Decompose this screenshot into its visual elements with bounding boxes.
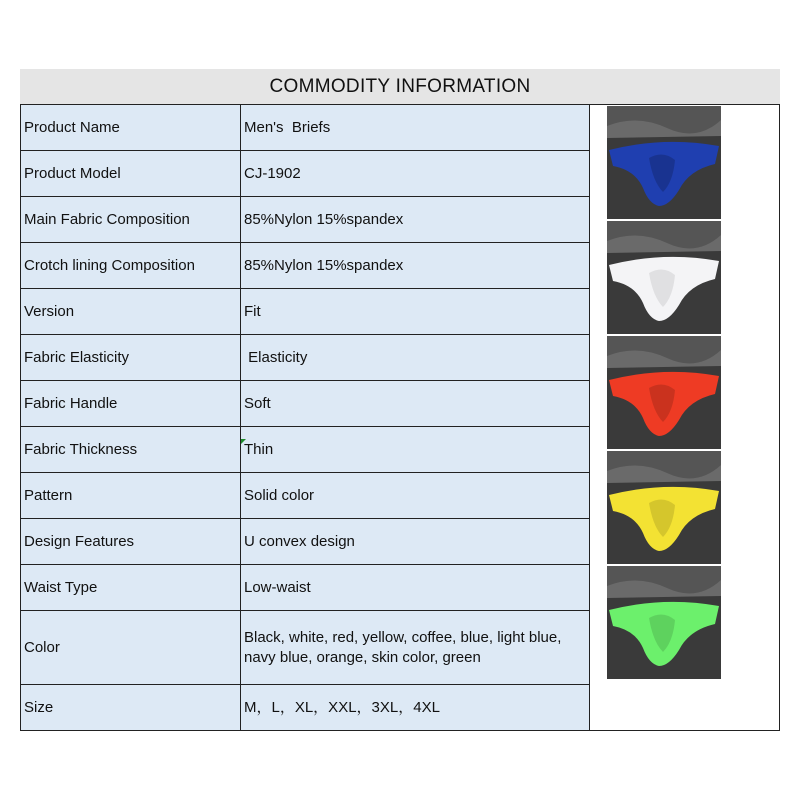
table-row (21, 197, 590, 243)
row-label: Crotch lining Composition (21, 243, 241, 289)
commodity-information-header (20, 69, 780, 104)
product-photo-column (590, 104, 780, 731)
row-label: Color (21, 611, 241, 685)
briefs-image (607, 336, 721, 449)
table-row (21, 105, 590, 151)
table-row (21, 685, 590, 731)
row-label: Pattern (21, 473, 241, 519)
row-value: M，L，XL，XXL，3XL，4XL (241, 685, 590, 731)
row-label: Fabric Handle (21, 381, 241, 427)
row-label: Waist Type (21, 565, 241, 611)
table-row (21, 151, 590, 197)
row-label: Fabric Thickness (21, 427, 241, 473)
spec-table-container (20, 104, 590, 731)
yellow-briefs-photo (607, 451, 721, 564)
green-briefs-photo (607, 566, 721, 679)
row-value: CJ-1902 (241, 151, 590, 197)
row-value: Soft (241, 381, 590, 427)
table-row (21, 473, 590, 519)
row-label: Fabric Elasticity (21, 335, 241, 381)
table-row (21, 243, 590, 289)
table-row (21, 611, 590, 685)
blue-briefs-photo (607, 106, 721, 219)
briefs-image (607, 221, 721, 334)
row-value: Elasticity (241, 335, 590, 381)
row-value: Thin (241, 427, 590, 473)
row-value: Men's Briefs (241, 105, 590, 151)
row-label: Size (21, 685, 241, 731)
table-row (21, 289, 590, 335)
header-title: COMMODITY INFORMATION (269, 75, 531, 97)
row-label: Product Model (21, 151, 241, 197)
table-row (21, 381, 590, 427)
row-value: 85%Nylon 15%spandex (241, 243, 590, 289)
row-label: Version (21, 289, 241, 335)
red-briefs-photo (607, 336, 721, 449)
table-row (21, 519, 590, 565)
briefs-image (607, 451, 721, 564)
table-row (21, 335, 590, 381)
cell-comment-marker (241, 439, 246, 444)
row-value: Low-waist (241, 565, 590, 611)
row-value: Black, white, red, yellow, coffee, blue, light blue, navy blue, orange, skin color, green (241, 611, 590, 685)
table-row (21, 427, 590, 473)
white-briefs-photo (607, 221, 721, 334)
table-row (21, 565, 590, 611)
row-label: Design Features (21, 519, 241, 565)
row-value: U convex design (241, 519, 590, 565)
spec-table (20, 104, 590, 731)
row-value: Solid color (241, 473, 590, 519)
row-label: Main Fabric Composition (21, 197, 241, 243)
row-value: Fit (241, 289, 590, 335)
briefs-image (607, 106, 721, 219)
row-value: 85%Nylon 15%spandex (241, 197, 590, 243)
briefs-image (607, 566, 721, 679)
row-label: Product Name (21, 105, 241, 151)
